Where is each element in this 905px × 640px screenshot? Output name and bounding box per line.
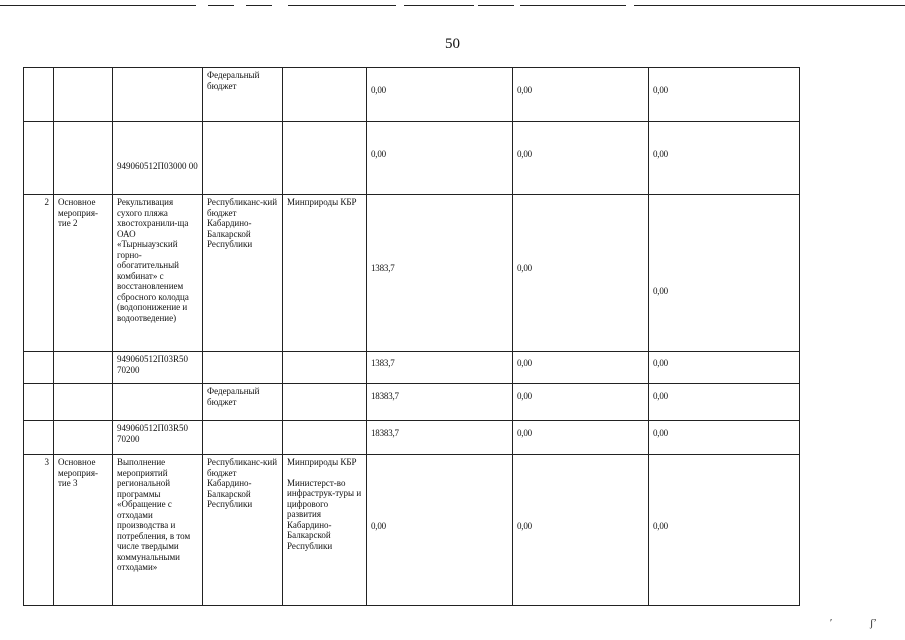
- funding-source: [203, 352, 283, 384]
- budget-code: 949060512П03R50 70200: [113, 421, 203, 455]
- event-name: Рекультивация сухого пляжа хвостохранили-ща ОАО «Тырныаузский горно-обогатительный комбинат» с восстановлением сбросного колодца (водопонижение и водоотведение): [113, 195, 203, 352]
- event-status: Основное мероприя-тие 3: [54, 455, 113, 606]
- funding-source: Федеральный бюджет: [203, 68, 283, 122]
- event-status: Основное мероприя-тие 2: [54, 195, 113, 352]
- funding-source: [203, 122, 283, 195]
- table-row: [24, 352, 800, 384]
- row-number: [24, 352, 54, 384]
- value-cell: 0,00: [649, 122, 800, 195]
- table-row: [24, 421, 800, 455]
- table-row: [24, 455, 800, 606]
- budget-table: [23, 67, 800, 606]
- event-name: Выполнение мероприятий региональной программы «Обращение с отходами производства и потребления, в том числе твердыми коммунальными отходами»: [113, 455, 203, 606]
- funding-source: Республиканс-кий бюджет Кабардино-Балкарской Республики: [203, 455, 283, 606]
- value-cell: 0,00: [513, 195, 649, 352]
- scan-top-border: [0, 5, 905, 7]
- table-row: [24, 68, 800, 122]
- table-row: [24, 384, 800, 421]
- event-status: [54, 352, 113, 384]
- executor: [283, 455, 367, 606]
- value-cell: 0,00: [649, 455, 800, 606]
- value-cell: 0,00: [513, 384, 649, 421]
- value-cell: 1383,7: [367, 352, 513, 384]
- value-cell: 0,00: [649, 384, 800, 421]
- value-cell: 0,00: [649, 195, 800, 352]
- value-cell: 0,00: [649, 68, 800, 122]
- value-cell: 0,00: [513, 352, 649, 384]
- event-name: [113, 384, 203, 421]
- event-status: [54, 122, 113, 195]
- value-cell: 0,00: [513, 455, 649, 606]
- value-cell: 0,00: [513, 68, 649, 122]
- value-cell: 0,00: [367, 455, 513, 606]
- funding-source: [203, 421, 283, 455]
- table-row: [24, 195, 800, 352]
- funding-source: Республиканс-кий бюджет Кабардино-Балкарской Республики: [203, 195, 283, 352]
- value-cell: 0,00: [649, 352, 800, 384]
- executor: [283, 384, 367, 421]
- event-name: [113, 68, 203, 122]
- event-status: [54, 384, 113, 421]
- row-number: [24, 68, 54, 122]
- executor: [283, 421, 367, 455]
- row-number: [24, 421, 54, 455]
- event-status: [54, 421, 113, 455]
- event-status: [54, 68, 113, 122]
- scan-mark-left: ′: [830, 618, 833, 629]
- value-cell: 0,00: [649, 421, 800, 455]
- row-number: 2: [24, 195, 54, 352]
- value-cell: 0,00: [367, 122, 513, 195]
- executor: Минприроды КБР: [283, 195, 367, 352]
- value-cell: 0,00: [513, 122, 649, 195]
- value-cell: 1383,7: [367, 195, 513, 352]
- value-cell: 0,00: [513, 421, 649, 455]
- value-cell: 0,00: [367, 68, 513, 122]
- executor: [283, 68, 367, 122]
- executor-secondary: Министерст-во инфраструк-туры и цифрового развития Кабардино-Балкарской Республики: [287, 477, 362, 551]
- row-number: 3: [24, 455, 54, 606]
- budget-code: 949060512П03R50 70200: [113, 352, 203, 384]
- executor: [283, 352, 367, 384]
- scan-mark-right: ʃʼ: [870, 618, 877, 629]
- page-number: 50: [445, 36, 460, 52]
- value-cell: 18383,7: [367, 384, 513, 421]
- row-number: [24, 122, 54, 195]
- executor: [283, 122, 367, 195]
- row-number: [24, 384, 54, 421]
- funding-source: Федеральный бюджет: [203, 384, 283, 421]
- table-row: [24, 122, 800, 195]
- value-cell: 18383,7: [367, 421, 513, 455]
- budget-code: 949060512П03000 00: [113, 122, 203, 195]
- executor-primary: Минприроды КБР: [287, 457, 357, 467]
